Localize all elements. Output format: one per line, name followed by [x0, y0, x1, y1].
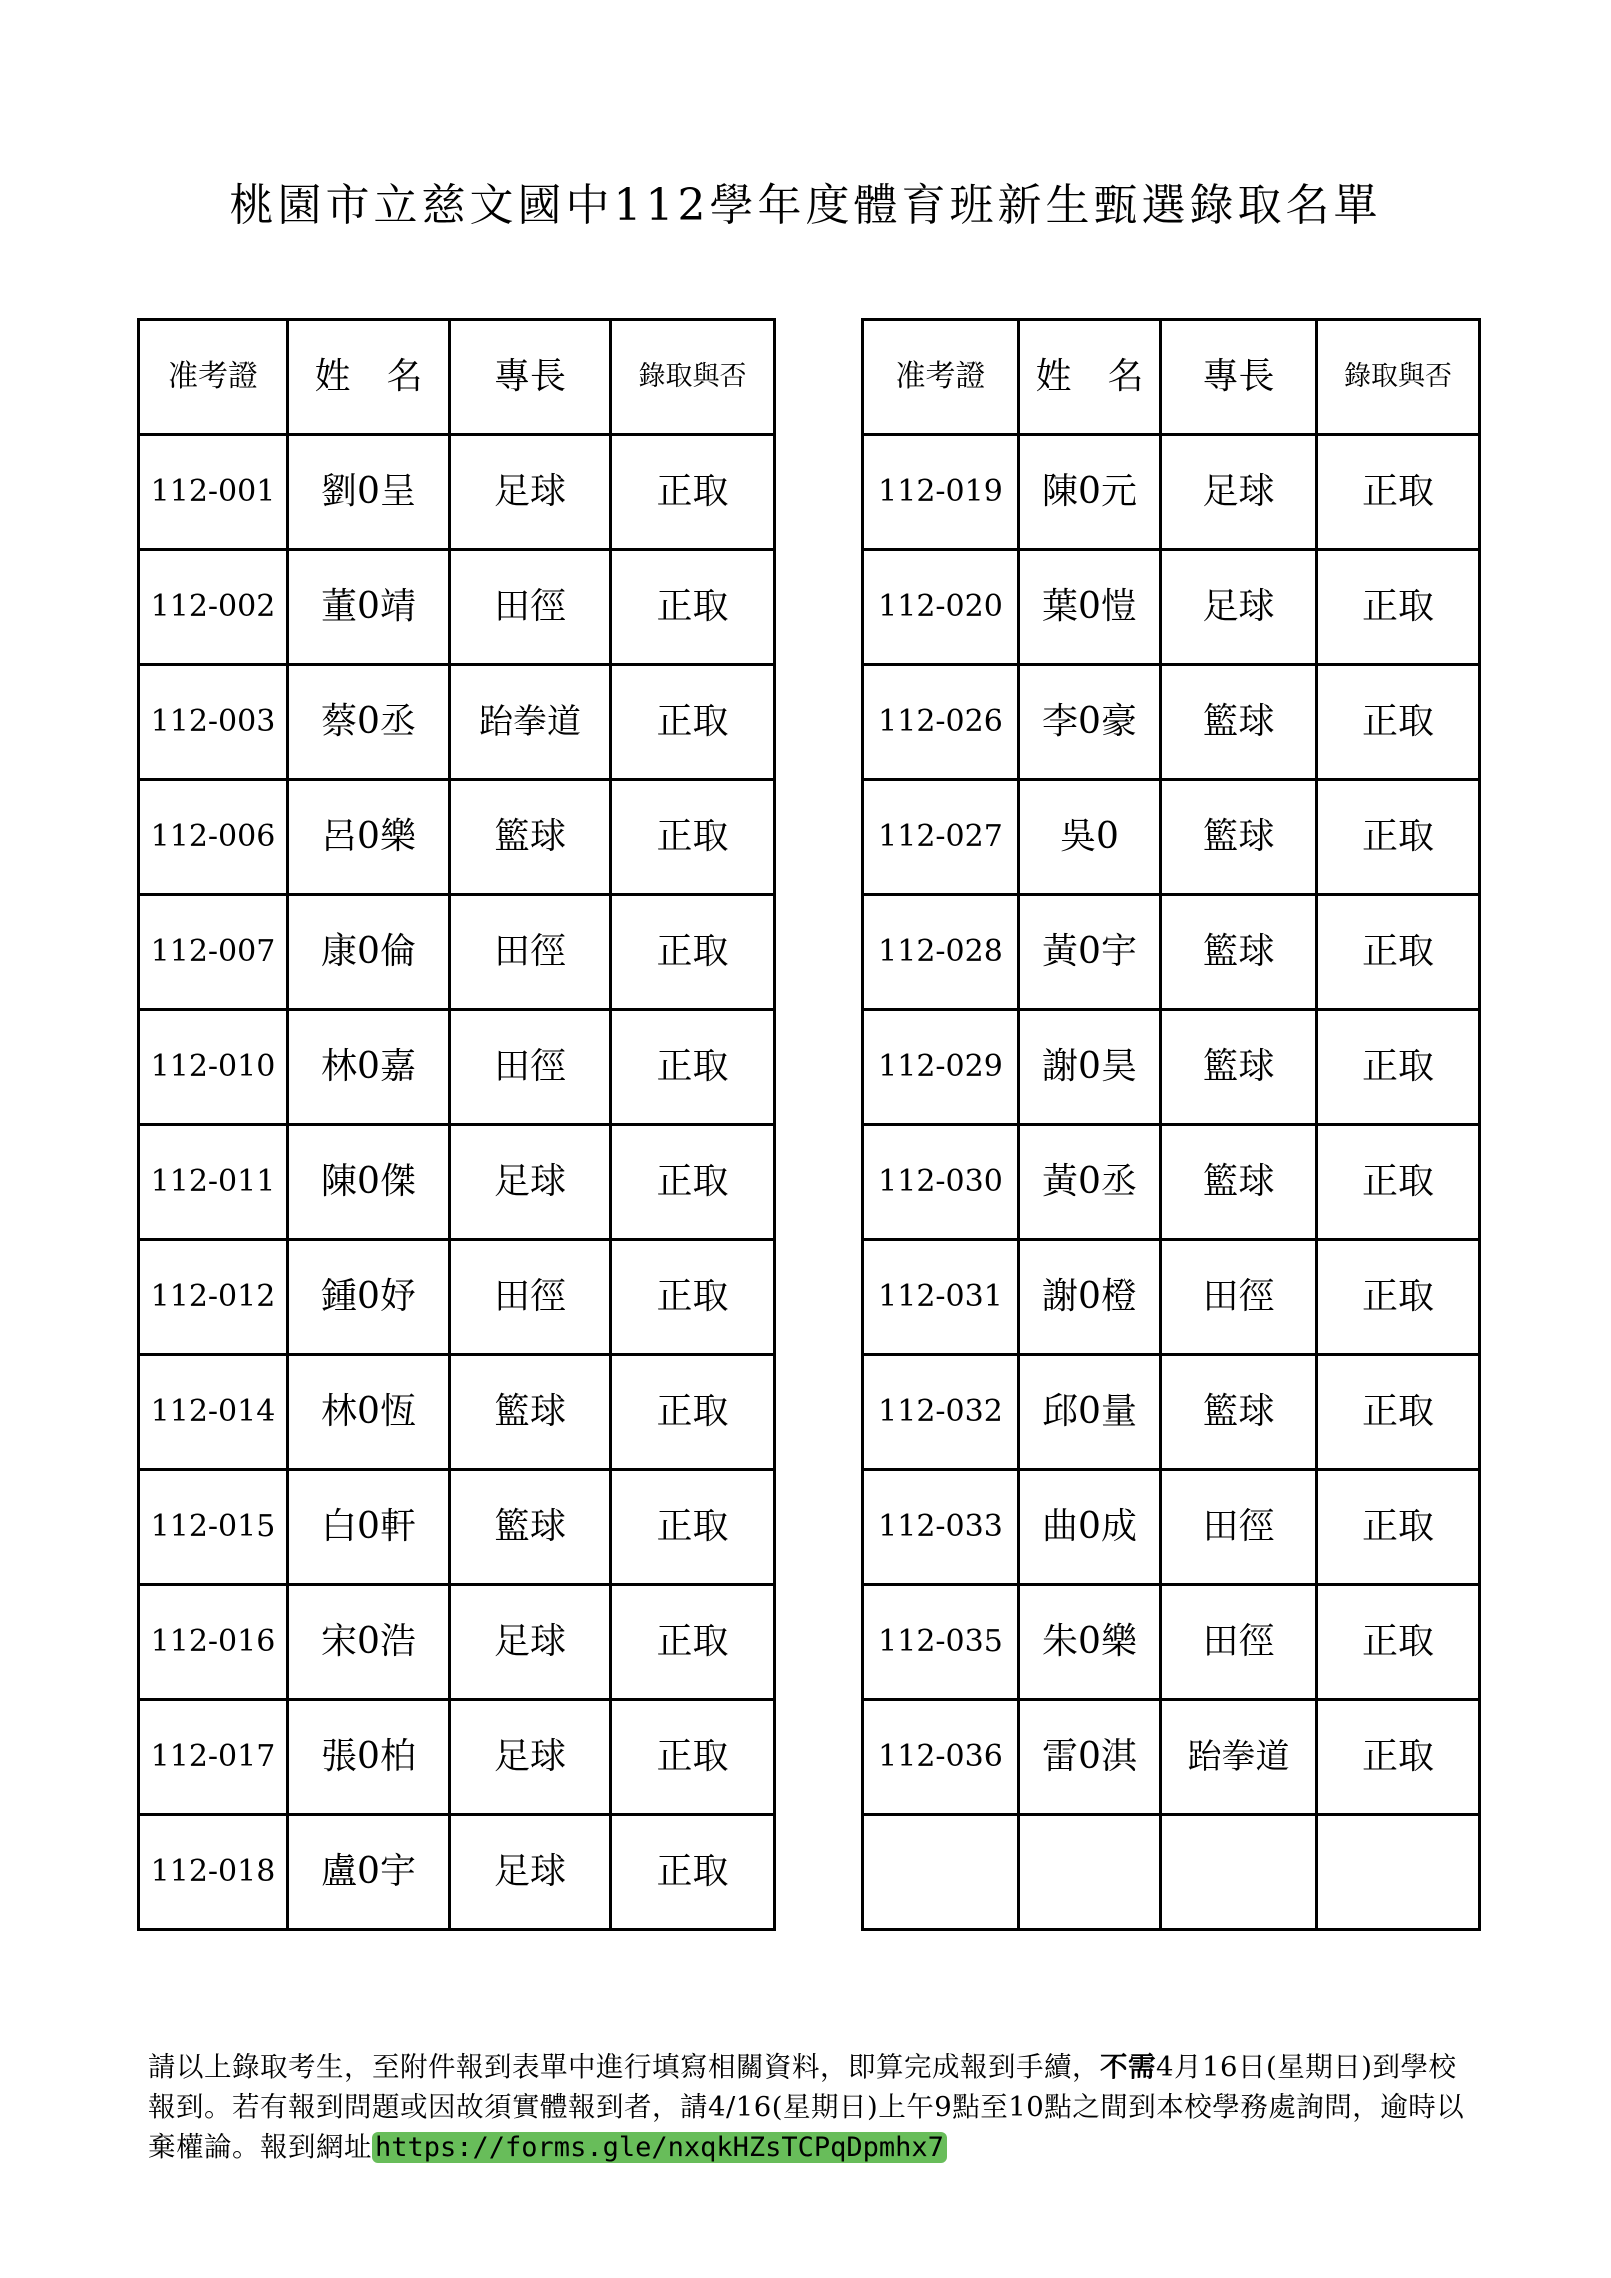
- student-name-cell: 劉0呈: [288, 435, 450, 550]
- header-exam-id: 准考證: [863, 320, 1019, 435]
- table-row: [139, 1815, 775, 1930]
- admission-result-cell: [1317, 1815, 1480, 1930]
- admission-result-cell: 正取: [611, 1700, 775, 1815]
- admission-result-cell: 正取: [611, 895, 775, 1010]
- student-name-cell: 吳0: [1019, 780, 1161, 895]
- exam-id-cell: 112-026: [863, 665, 1019, 780]
- table-row: [863, 1355, 1480, 1470]
- table-row: [863, 1585, 1480, 1700]
- admission-result-cell: 正取: [611, 1470, 775, 1585]
- student-name-cell: 邱0量: [1019, 1355, 1161, 1470]
- table-row: [863, 550, 1480, 665]
- admission-result-cell: 正取: [611, 1010, 775, 1125]
- admission-table-left: [137, 318, 776, 1931]
- exam-id-cell: 112-029: [863, 1010, 1019, 1125]
- table-row: [139, 435, 775, 550]
- table-row: [139, 1700, 775, 1815]
- student-name-cell: 蔡0丞: [288, 665, 450, 780]
- exam-id-cell: 112-035: [863, 1585, 1019, 1700]
- student-name-cell: 鍾0妤: [288, 1240, 450, 1355]
- specialty-cell: 籃球: [1161, 1355, 1317, 1470]
- student-name-cell: 黃0丞: [1019, 1125, 1161, 1240]
- exam-id-cell: 112-011: [139, 1125, 288, 1240]
- specialty-cell: 籃球: [1161, 780, 1317, 895]
- admission-result-cell: 正取: [611, 435, 775, 550]
- notice-text-part2: 4月16日(星期日)到學校報到。若有報到問題或因故須實體報到者，請4/16(星期日)上午9點至10點之間到本校學務處詢問，逾時以棄權論。報到網址: [148, 2051, 1465, 2163]
- specialty-cell: 田徑: [1161, 1240, 1317, 1355]
- admission-result-cell: 正取: [1317, 550, 1480, 665]
- exam-id-cell: 112-012: [139, 1240, 288, 1355]
- exam-id-cell: 112-007: [139, 895, 288, 1010]
- specialty-cell: 籃球: [450, 780, 611, 895]
- table-row: [139, 1125, 775, 1240]
- admission-result-cell: 正取: [1317, 895, 1480, 1010]
- admission-result-cell: 正取: [611, 665, 775, 780]
- student-name-cell: 謝0昊: [1019, 1010, 1161, 1125]
- specialty-cell: 田徑: [1161, 1585, 1317, 1700]
- registration-form-link[interactable]: https://forms.gle/nxqkHZsTCPqDpmhx7: [372, 2132, 947, 2163]
- header-specialty: 專長: [450, 320, 611, 435]
- admission-result-cell: 正取: [1317, 1125, 1480, 1240]
- table-row: [139, 1240, 775, 1355]
- admission-result-cell: 正取: [611, 1585, 775, 1700]
- student-name-cell: 李0豪: [1019, 665, 1161, 780]
- exam-id-cell: [863, 1815, 1019, 1930]
- registration-notice: [148, 2047, 1478, 2168]
- exam-id-cell: 112-016: [139, 1585, 288, 1700]
- admission-result-cell: 正取: [1317, 1470, 1480, 1585]
- specialty-cell: 籃球: [1161, 665, 1317, 780]
- table-row: [139, 1585, 775, 1700]
- specialty-cell: 足球: [1161, 435, 1317, 550]
- specialty-cell: 田徑: [450, 895, 611, 1010]
- specialty-cell: 足球: [450, 1815, 611, 1930]
- admission-result-cell: 正取: [1317, 1010, 1480, 1125]
- admission-result-cell: 正取: [611, 1125, 775, 1240]
- header-name: 姓 名: [1019, 320, 1161, 435]
- table-row: [863, 1125, 1480, 1240]
- admission-result-cell: 正取: [1317, 780, 1480, 895]
- student-name-cell: 朱0樂: [1019, 1585, 1161, 1700]
- table-row: [863, 780, 1480, 895]
- student-name-cell: 陳0元: [1019, 435, 1161, 550]
- admission-result-cell: 正取: [611, 1240, 775, 1355]
- table-row: [139, 550, 775, 665]
- notice-text-part1: 請以上錄取考生，至附件報到表單中進行填寫相關資料，即算完成報到手續，: [148, 2051, 1100, 2083]
- admission-result-cell: 正取: [1317, 1585, 1480, 1700]
- exam-id-cell: 112-017: [139, 1700, 288, 1815]
- admission-result-cell: 正取: [611, 1815, 775, 1930]
- header-exam-id: 准考證: [139, 320, 288, 435]
- student-name-cell: 葉0愷: [1019, 550, 1161, 665]
- header-name: 姓 名: [288, 320, 450, 435]
- specialty-cell: [1161, 1815, 1317, 1930]
- exam-id-cell: 112-001: [139, 435, 288, 550]
- exam-id-cell: 112-031: [863, 1240, 1019, 1355]
- exam-id-cell: 112-020: [863, 550, 1019, 665]
- admission-result-cell: 正取: [1317, 1700, 1480, 1815]
- exam-id-cell: 112-019: [863, 435, 1019, 550]
- student-name-cell: 張0柏: [288, 1700, 450, 1815]
- specialty-cell: 田徑: [450, 550, 611, 665]
- notice-emphasis: 不需: [1100, 2051, 1156, 2083]
- admission-table-right: [861, 318, 1481, 1931]
- specialty-cell: 跆拳道: [1161, 1700, 1317, 1815]
- student-name-cell: 林0恆: [288, 1355, 450, 1470]
- student-name-cell: 康0倫: [288, 895, 450, 1010]
- table-row: [139, 1010, 775, 1125]
- specialty-cell: 足球: [450, 1585, 611, 1700]
- student-name-cell: 曲0成: [1019, 1470, 1161, 1585]
- exam-id-cell: 112-002: [139, 550, 288, 665]
- admission-result-cell: 正取: [611, 550, 775, 665]
- header-result: 錄取與否: [611, 320, 775, 435]
- admission-result-cell: 正取: [611, 780, 775, 895]
- table-row: [863, 435, 1480, 550]
- specialty-cell: 田徑: [1161, 1470, 1317, 1585]
- table-row: [863, 1470, 1480, 1585]
- table-header-row: [139, 320, 775, 435]
- table-row: [139, 895, 775, 1010]
- admission-result-cell: 正取: [611, 1355, 775, 1470]
- specialty-cell: 籃球: [1161, 1010, 1317, 1125]
- student-name-cell: 呂0樂: [288, 780, 450, 895]
- table-row: [863, 1700, 1480, 1815]
- admission-table-right-body: [863, 320, 1480, 1930]
- exam-id-cell: 112-006: [139, 780, 288, 895]
- table-row: [863, 1815, 1480, 1930]
- header-specialty: 專長: [1161, 320, 1317, 435]
- table-row: [863, 665, 1480, 780]
- table-header-row: [863, 320, 1480, 435]
- student-name-cell: 宋0浩: [288, 1585, 450, 1700]
- exam-id-cell: 112-015: [139, 1470, 288, 1585]
- specialty-cell: 足球: [450, 435, 611, 550]
- document-title: 桃園市立慈文國中112學年度體育班新生甄選錄取名單: [229, 180, 1382, 231]
- admission-result-cell: 正取: [1317, 1355, 1480, 1470]
- exam-id-cell: 112-027: [863, 780, 1019, 895]
- admission-table-left-body: [139, 320, 775, 1930]
- student-name-cell: 林0嘉: [288, 1010, 450, 1125]
- student-name-cell: 董0靖: [288, 550, 450, 665]
- exam-id-cell: 112-010: [139, 1010, 288, 1125]
- exam-id-cell: 112-028: [863, 895, 1019, 1010]
- table-row: [863, 895, 1480, 1010]
- admission-result-cell: 正取: [1317, 435, 1480, 550]
- table-row: [139, 665, 775, 780]
- admission-result-cell: 正取: [1317, 665, 1480, 780]
- specialty-cell: 籃球: [450, 1470, 611, 1585]
- table-row: [139, 1355, 775, 1470]
- table-row: [863, 1010, 1480, 1125]
- specialty-cell: 田徑: [450, 1010, 611, 1125]
- student-name-cell: 黃0宇: [1019, 895, 1161, 1010]
- specialty-cell: 籃球: [450, 1355, 611, 1470]
- table-row: [139, 1470, 775, 1585]
- table-row: [863, 1240, 1480, 1355]
- specialty-cell: 足球: [450, 1125, 611, 1240]
- table-row: [139, 780, 775, 895]
- specialty-cell: 足球: [450, 1700, 611, 1815]
- specialty-cell: 足球: [1161, 550, 1317, 665]
- admission-result-cell: 正取: [1317, 1240, 1480, 1355]
- student-name-cell: 白0軒: [288, 1470, 450, 1585]
- exam-id-cell: 112-003: [139, 665, 288, 780]
- specialty-cell: 跆拳道: [450, 665, 611, 780]
- exam-id-cell: 112-032: [863, 1355, 1019, 1470]
- exam-id-cell: 112-036: [863, 1700, 1019, 1815]
- specialty-cell: 田徑: [450, 1240, 611, 1355]
- exam-id-cell: 112-014: [139, 1355, 288, 1470]
- student-name-cell: 陳0傑: [288, 1125, 450, 1240]
- exam-id-cell: 112-033: [863, 1470, 1019, 1585]
- header-result: 錄取與否: [1317, 320, 1480, 435]
- student-name-cell: 謝0橙: [1019, 1240, 1161, 1355]
- exam-id-cell: 112-030: [863, 1125, 1019, 1240]
- student-name-cell: 雷0淇: [1019, 1700, 1161, 1815]
- student-name-cell: [1019, 1815, 1161, 1930]
- specialty-cell: 籃球: [1161, 1125, 1317, 1240]
- specialty-cell: 籃球: [1161, 895, 1317, 1010]
- exam-id-cell: 112-018: [139, 1815, 288, 1930]
- student-name-cell: 盧0宇: [288, 1815, 450, 1930]
